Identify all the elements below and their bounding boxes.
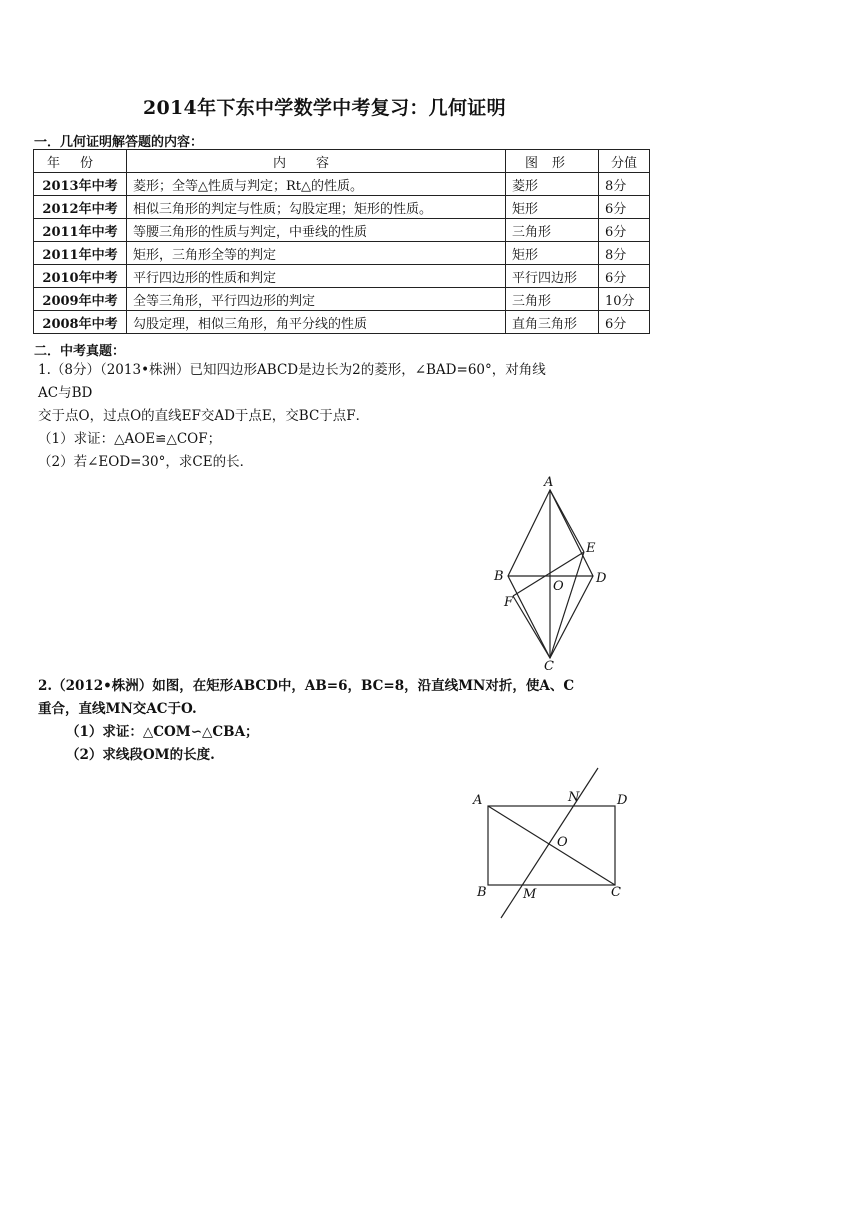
line-ef	[513, 552, 584, 596]
problem-1-part-1: （1）求证：△AOE≌△COF；	[38, 431, 222, 447]
problem-1-line-3: 交于点O，过点O的直线EF交AD于点E，交BC于点F．	[38, 408, 370, 424]
cell-content: 勾股定理，相似三角形，角平分线的性质	[127, 311, 506, 334]
cell-year: 2012年中考	[34, 196, 127, 219]
header-content: 内容	[127, 150, 506, 173]
cell-score: 6分	[599, 311, 650, 334]
cell-year: 2010年中考	[34, 265, 127, 288]
cell-score: 6分	[599, 219, 650, 242]
cell-shape: 直角三角形	[506, 311, 599, 334]
content-table	[33, 149, 650, 334]
page-title: 2014年下东中学数学中考复习：几何证明	[143, 97, 506, 119]
cell-score: 8分	[599, 173, 650, 196]
cell-content: 等腰三角形的性质与判定，中垂线的性质	[127, 219, 506, 242]
cell-shape: 矩形	[506, 242, 599, 265]
cell-shape: 矩形	[506, 196, 599, 219]
cell-shape: 平行四边形	[506, 265, 599, 288]
table-row	[34, 288, 650, 311]
label-d: D	[596, 571, 607, 586]
table-row	[34, 265, 650, 288]
label-b: B	[477, 885, 487, 900]
cell-score: 6分	[599, 265, 650, 288]
table-row	[34, 242, 650, 265]
header-year: 年份	[34, 150, 127, 173]
cell-year: 2011年中考	[34, 242, 127, 265]
problem-2-part-1: （1）求证：△COM∽△CBA；	[66, 724, 259, 740]
cell-shape: 三角形	[506, 288, 599, 311]
label-a: A	[544, 475, 554, 490]
label-a: A	[473, 793, 483, 808]
segment-ae	[550, 490, 584, 552]
cell-year: 2009年中考	[34, 288, 127, 311]
table-row	[34, 219, 650, 242]
label-m: M	[523, 887, 537, 902]
header-score: 分值	[599, 150, 650, 173]
section-2-title: 二．中考真题：	[34, 344, 126, 359]
cell-shape: 三角形	[506, 219, 599, 242]
problem-2-line-2: 重合，直线MN交AC于O.	[38, 701, 197, 717]
rectangle-figure	[465, 764, 635, 924]
cell-shape: 菱形	[506, 173, 599, 196]
problem-2-part-2: （2）求线段OM的长度.	[66, 747, 215, 763]
rhombus-figure	[480, 472, 640, 672]
header-shape: 图形	[506, 150, 599, 173]
diagonal-ac	[488, 806, 615, 885]
cell-content: 全等三角形，平行四边形的判定	[127, 288, 506, 311]
cell-content: 平行四边形的性质和判定	[127, 265, 506, 288]
problem-1-line-2: AC与BD	[38, 385, 93, 401]
cell-score: 10分	[599, 288, 650, 311]
label-c: C	[611, 885, 621, 900]
segment-ce	[550, 552, 584, 658]
table-row	[34, 173, 650, 196]
segment-cf	[513, 596, 550, 658]
label-c: C	[544, 659, 554, 672]
label-o: O	[557, 835, 568, 850]
cell-year: 2008年中考	[34, 311, 127, 334]
cell-year: 2011年中考	[34, 219, 127, 242]
problem-1-part-2: （2）若∠EOD=30°，求CE的长．	[38, 454, 254, 470]
cell-score: 6分	[599, 196, 650, 219]
label-o: O	[553, 579, 564, 594]
cell-score: 8分	[599, 242, 650, 265]
cell-content: 矩形，三角形全等的判定	[127, 242, 506, 265]
label-d: D	[617, 793, 628, 808]
label-b: B	[494, 569, 504, 584]
section-1-title: 一．几何证明解答题的内容：	[34, 135, 204, 150]
cell-content: 相似三角形的判定与性质；勾股定理；矩形的性质。	[127, 196, 506, 219]
problem-2-line-1: 2.（2012•株洲）如图，在矩形ABCD中，AB=6，BC=8，沿直线MN对折，使A、C	[38, 678, 575, 694]
table-header-row	[34, 150, 650, 173]
cell-year: 2013年中考	[34, 173, 127, 196]
label-e: E	[586, 541, 596, 556]
problem-1-line-1: 1.（8分）（2013•株洲）已知四边形ABCD是边长为2的菱形，∠BAD=60°，对角线	[38, 362, 546, 378]
label-n: N	[568, 790, 580, 805]
table-row	[34, 311, 650, 334]
cell-content: 菱形；全等△性质与判定；Rt△的性质。	[127, 173, 506, 196]
label-f: F	[504, 595, 514, 610]
table-row	[34, 196, 650, 219]
line-mn	[501, 768, 598, 918]
